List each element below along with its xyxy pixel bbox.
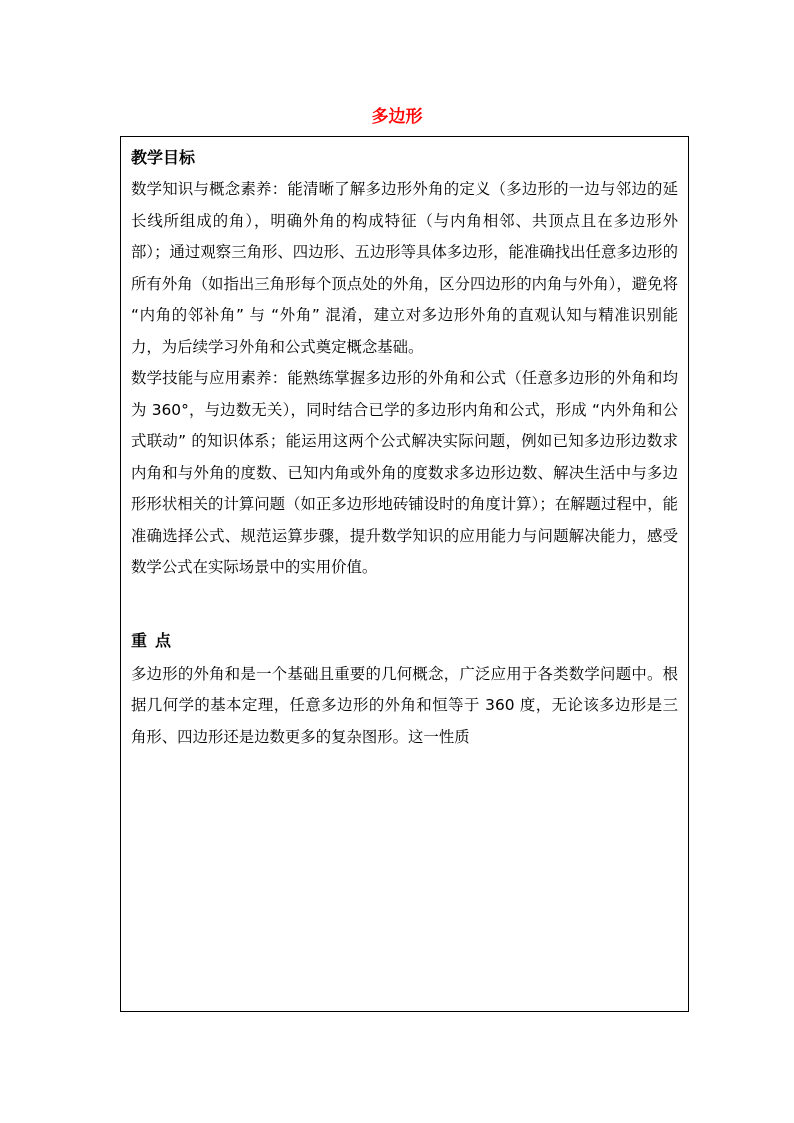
objectives-skills-paragraph: 数学技能与应用素养：能熟练掌握多边形的外角和公式（任意多边形的外角和均为 360°，与边数无关），同时结合已学的多边形内角和公式，形成 “内外角和公式联动” 的知识体系；能运用这两个公式解决实际问题，例如已知多边形边数求内角和与外角的度数、已知内角或外角的度数求多边形边数、解决生活中与多边形形状相关的计算问题（如正多边形地砖铺设时的角度计算）；在解题过程中，能准确选择公式、规范运算步骤，提升数学知识的应用能力与问题解决能力，感受数学公式在实际场景中的实用价值。 [131,369,678,576]
objectives-knowledge-paragraph: 数学知识与概念素养：能清晰了解多边形外角的定义（多边形的一边与邻边的延长线所组成的角），明确外角的构成特征（与内角相邻、共顶点且在多边形外部）；通过观察三角形、四边形、五边形等具体多边形，能准确找出任意多边形的所有外角（如指出三角形每个顶点处的外角，区分四边形的内角与外角），避免将 “内角的邻补角” 与 “外角” 混淆，建立对多边形外角的直观认知与精准识别能力，为后续学习外角和公式奠定概念基础。 [131,180,678,356]
document-title: 多边形 [371,107,423,127]
lesson-plan-content [121,137,688,753]
section-spacer [131,584,678,624]
key-points-heading: 重点 [131,630,180,650]
lesson-plan-table-cell [120,136,689,1012]
objectives-heading: 教学目标 [131,148,196,167]
key-points-paragraph: 多边形的外角和是一个基础且重要的几何概念，广泛应用于各类数学问题中。根据几何学的基本定理，任意多边形的外角和恒等于 360 度，无论该多边形是三角形、四边形还是边数更多的复杂图形。这一性质 [131,664,678,746]
